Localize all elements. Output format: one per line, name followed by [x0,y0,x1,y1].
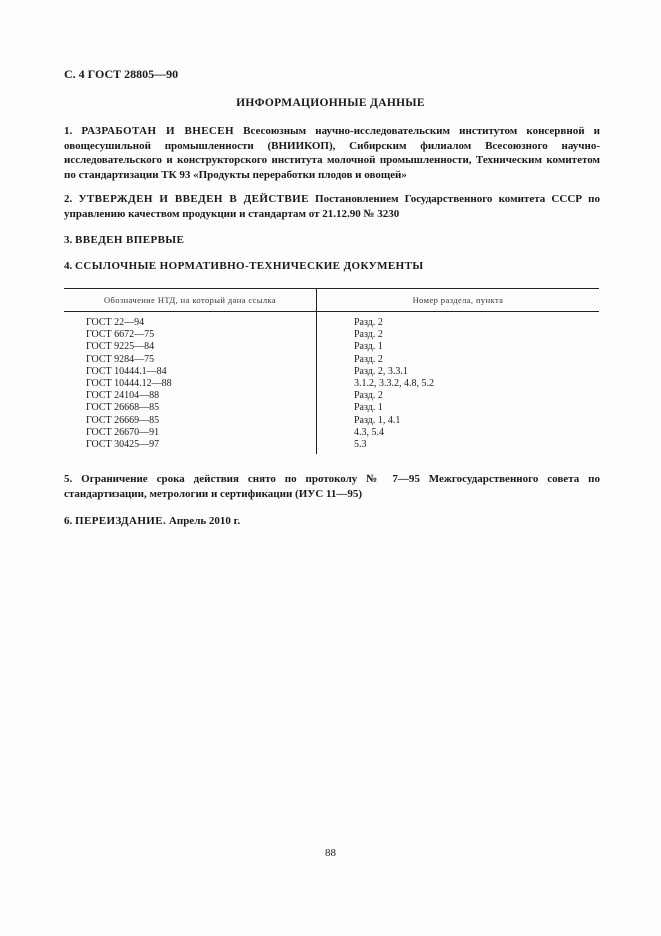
document-cell: ГОСТ 10444.12—88 [64,378,317,390]
table-row [64,390,599,402]
item-text: Постановлением Государственного комитета СССР по управлению качеством продукции и стандартам от 21.12.90 № 3230 [64,193,601,220]
item-text: Апрель 2010 г. [168,515,241,527]
item-number: 5. [64,473,73,485]
item-number: 2. [64,193,73,205]
document-cell: ГОСТ 6672—75 [64,329,317,341]
item-number: 6. [64,515,73,527]
column-header-document: Обозначение НТД, на который дана ссылка [64,289,317,312]
column-header-section: Номер раздела, пункта [317,289,600,312]
section-cell: Разд. 1 [354,402,383,414]
item-heading: ПЕРЕИЗДАНИЕ. [75,515,167,527]
item-heading: ССЫЛОЧНЫЕ НОРМАТИВНО-ТЕХНИЧЕСКИЕ ДОКУМЕНТЫ [75,260,424,272]
item-number: 4. [64,260,73,272]
item-text: Всесоюзным научно-исследовательским институтом консервной и овощесушильной промышленности (ВНИИКОП), Сибирским филиалом Всесоюзного научно-исследовательского и конструкторского института молочной промышленности, Техническим комитетом по стандартизации ТК 93 «Продукты переработки плодов и овощей» [64,125,601,181]
reference-documents-table [64,288,599,454]
document-cell: ГОСТ 26670—91 [64,427,317,439]
table-row [64,427,599,439]
table-row [64,439,599,454]
table-row [64,312,599,330]
section-cell: Разд. 1, 4.1 [354,414,401,426]
info-item-2 [64,192,600,221]
table-row [64,378,599,390]
section-cell: Разд. 2 [354,317,383,328]
table-header-row [64,289,599,312]
document-cell: ГОСТ 24104—88 [64,390,317,402]
table-row [64,354,599,366]
info-item-1 [64,124,600,182]
item-heading: РАЗРАБОТАН И ВНЕСЕН [81,125,234,137]
document-cell: ГОСТ 26668—85 [64,402,317,414]
info-item-5 [64,472,600,501]
info-item-3 [64,233,600,248]
section-title: ИНФОРМАЦИОННЫЕ ДАННЫЕ [236,97,425,109]
page-header: С. 4 ГОСТ 28805—90 [64,67,179,81]
table-row [64,402,599,414]
item-text: Ограничение срока действия снято по протоколу № 7—95 Межгосударственного совета по стандартизации, метрологии и сертификации (ИУС 11—95) [64,473,600,500]
section-cell: 5.3 [354,439,367,451]
table-row [64,415,599,427]
section-cell: 4.3, 5.4 [354,426,384,438]
document-cell: ГОСТ 9284—75 [64,354,317,366]
document-cell: ГОСТ 9225—84 [64,341,317,353]
info-item-6 [64,514,600,529]
table-row [64,341,599,353]
info-item-4 [64,259,600,274]
table-row [64,329,599,341]
document-cell: ГОСТ 10444.1—84 [64,366,317,378]
table-row [64,366,599,378]
document-cell: ГОСТ 26669—85 [64,415,317,427]
item-number: 1. [64,125,73,137]
document-cell: ГОСТ 22—94 [64,312,317,330]
item-heading: УТВЕРЖДЕН И ВВЕДЕН В ДЕЙСТВИЕ [78,193,309,205]
section-cell: Разд. 2, 3.3.1 [354,365,408,377]
item-number: 3. [64,234,73,246]
section-cell: Разд. 2 [354,390,383,402]
section-cell: Разд. 1 [354,341,383,353]
page-number: 88 [325,847,336,859]
section-cell: Разд. 2 [354,353,383,365]
section-cell: Разд. 2 [354,329,383,341]
section-cell: 3.1.2, 3.3.2, 4.8, 5.2 [354,378,434,390]
document-cell: ГОСТ 30425—97 [64,439,317,454]
item-heading: ВВЕДЕН ВПЕРВЫЕ [75,234,185,246]
